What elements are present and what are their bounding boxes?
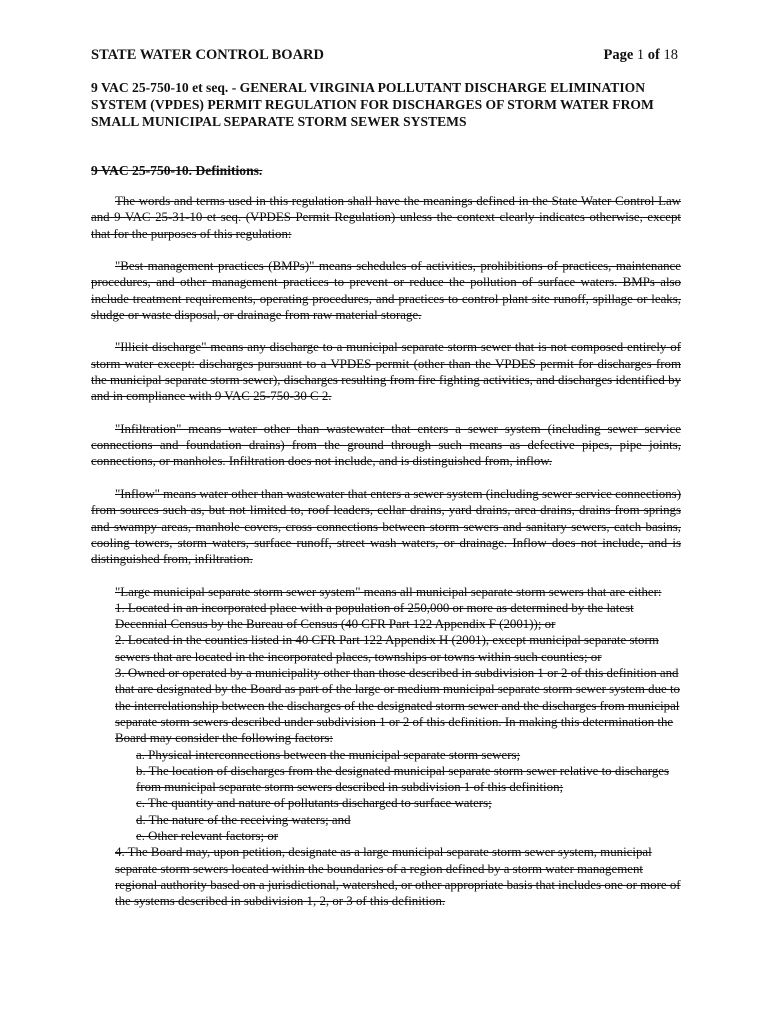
factor-b: b. The location of discharges from the designated municipal separate storm sewer relative to discharges from municipal separate storm sewers described in subdivision 1 of this definition; xyxy=(136,763,670,795)
page-of-label: of xyxy=(644,47,664,63)
definition-illicit-discharge: "Illicit discharge" means any discharge to a municipal separate storm sewer that is not composed entirely of storm water except: discharges pursuant to a VPDES permit (other than the VPDES permit for discharges from the municipal separate storm sewer), discharges resulting from fire fighting activities, and discharges identified by and in compliance with 9 VAC 25-750-30 C 2. xyxy=(91,340,681,404)
factor-e: e. Other relevant factors; or xyxy=(136,829,279,844)
page-indicator xyxy=(603,47,678,64)
definition-inflow: "Inflow" means water other than wastewater that enters a sewer system (including sewer service connections) from sources such as, but not limited to, roof leaders, cellar drains, yard drains, area drains, drains from springs and swampy areas, manhole covers, cross connections between storm sewers and sanitary sewers, catch basins, cooling towers, storm waters, surface runoff, street wash waters, or drainage. Inflow does not include, and is distinguished from, infiltration. xyxy=(91,486,681,567)
large-ms4-criteria-list-cont xyxy=(91,844,681,909)
running-header-title: STATE WATER CONTROL BOARD xyxy=(91,47,324,63)
page-number: 1 xyxy=(636,47,645,63)
page-total: 18 xyxy=(663,47,678,63)
definition-bmps: "Best management practices (BMPs)" means schedules of activities, prohibitions of practices, maintenance procedures, and other management practices to prevent or reduce the pollution of surface waters. BMPs also include treatment requirements, operating procedures, and practices to control plant site runoff, spillage or leaks, sludge or waste disposal, or drainage from raw material storage. xyxy=(91,259,681,322)
board-factors-list xyxy=(91,747,681,845)
large-ms4-criteria-list xyxy=(91,600,681,747)
factor-a: a. Physical interconnections between the municipal separate storm sewers; xyxy=(136,747,521,762)
criterion-2: 2. Located in the counties listed in 40 CFR Part 122 Appendix H (2001), except municipal separate storm sewers that are located in the incorporated places, townships or towns within such counties; or xyxy=(115,633,659,664)
definition-large-ms4: "Large municipal separate storm sewer system" means all municipal separate storm sewers that are either: xyxy=(115,584,662,599)
definitions-body xyxy=(91,193,681,910)
document-title: 9 VAC 25-750-10 et seq. - GENERAL VIRGINIA POLLUTANT DISCHARGE ELIMINATION SYSTEM (VPDES) PERMIT REGULATION FOR DISCHARGES OF STORM WATER FROM SMALL MUNICIPAL SEPARATE STORM SEWER SYSTEMS xyxy=(91,80,654,129)
factor-c: c. The quantity and nature of pollutants discharged to surface waters; xyxy=(136,796,492,811)
criterion-1: 1. Located in an incorporated place with a population of 250,000 or more as determined by the latest Decennial Census by the Bureau of Census (40 CFR Part 122 Appendix F (2001)); or xyxy=(115,600,634,632)
intro-paragraph: The words and terms used in this regulation shall have the meanings defined in the State Water Control Law and 9 VAC 25-31-10 et seq. (VPDES Permit Regulation) unless the context clearly indicates otherwise, except that for the purposes of this regulation: xyxy=(91,194,681,241)
criterion-4: 4. The Board may, upon petition, designate as a large municipal separate storm sewer system, municipal separate storm sewers located within the boundaries of a region defined by a storm water management regional authority based on a jurisdictional, watershed, or other appropriate basis that includes one or more of the systems described in subdivision 1, 2, or 3 of this definition. xyxy=(115,845,681,909)
factor-d: d. The nature of the receiving waters; and xyxy=(136,812,351,827)
section-heading: 9 VAC 25-750-10. Definitions. xyxy=(91,163,263,178)
page-label: Page xyxy=(603,47,637,63)
criterion-3: 3. Owned or operated by a municipality other than those described in subdivision 1 or 2 of this definition and that are designated by the Board as part of the large or medium municipal separate storm sewer system due to the interrelationship between the discharges of the designated storm sewer and the discharges from municipal separate storm sewers described under subdivision 1 or 2 of this definition. In making this determination the Board may consider the following factors: xyxy=(115,666,680,746)
definition-infiltration: "Infiltration" means water other than wastewater that enters a sewer system (including sewer service connections and foundation drains) from the ground through such means as defective pipes, pipe joints, connections, or manholes. Infiltration does not include, and is distinguished from, inflow. xyxy=(91,421,681,469)
